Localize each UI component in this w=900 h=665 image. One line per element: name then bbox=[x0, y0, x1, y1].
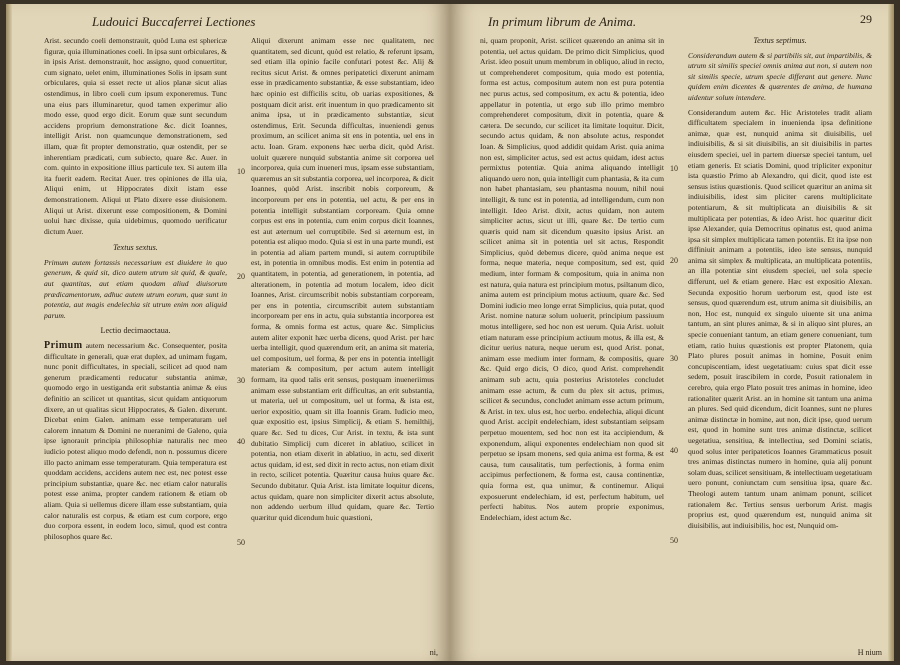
right-line-number-20: 20 bbox=[670, 256, 678, 265]
dropcap-primum: Primum bbox=[44, 340, 83, 352]
right-line-number-50: 50 bbox=[670, 536, 678, 545]
lectio-heading: Lectio decimaoctaua. bbox=[100, 326, 171, 336]
page-edge-left bbox=[6, 4, 12, 661]
right-col2-paragraph: Considerandum autem &c. Hic Aristoteles tradit aliam difficultatem specialem in inuenienda ipsa definitione animæ, quæ est, nunquid anima sit diuisibilis, uel indiuisibilis, & si sit diuisibilis, an sit diuisibilis in partes eiusdem speciei, uel in partem diuersæ speciei tantum, uel etiam generis. Et sciatis Domini, quod tripliciter exponitur ista quæstio Primo ab Alexandro, qui dicit, quod iste est sensus istius quæstionis. Quod scilicet quæritur an anima sit indiuisibilis, idest sim pliciter carens multiplicitate potentiarum, & sit multiplicata an diuisibilis & sit multiplicata per potentias, & ideo Arist. hoc quæritur dicit ipse Alexander, quia Democritus opinatus est, quod anima ipsa sit simplex multiplicata tamen potentiis. Et ita ipse non diffiniuit animam a potentiis, ideo iste sensus, nunquid anima sit simplex & multiplicata, an multiplicata potentiis, an illa potentiæ sint eiusdem speciei, uel sola specie differunt, uel & etiam genere. Hæc est expositio Alexan. Secunda expositio horum uerborum est, quod iste est sensus, quod quærendum est, utrum anima sit diuisibilis, an non, Hoc est, nunquid ex singulo uiuente sit una anima tantum, an sint plures animæ, & si in aliquo sint plures, an specie conueniant tantum, an etiam genere conueniant, tum etiam, ratio huius quæstionis est propter Platonem, quia Plato plures posuit animas in homine, Posuit enim concupiscentiam, idest uegetatiuam: cuius spat dicit esse sedem, posuit irascibilem in corde, Posuit rationalem in cerebro, quia ergo Plato posuit tres animas in homine, ideo rationaliter quærit Arist. an in homine sit tantum una anima an plures. Sed quid dicendum, dicit Ioannes, sunt ne plures animæ distinctæ in homine, aut non, dicit ipse, quod uerum est, quod in homine sunt tres animæ distinctæ, scilicet uegetatiua, sensitiua, & intellectiua, sed Domini sciatis, quod solus inter peripateticos Ioannes Grammaticus posuit tres animas distinctas numero in homine, quia alij ponunt solam duas, scilicet sensitiuam, & intellectiuam uegetatiuam uero ponunt, coniunctam cum sensitiua ipsa, quare &c. Theologi autem tantum unam animam ponunt, scilicet rationalem &c. Tertius sensus uerborum Arist. magis proprius est, quod quærendum est, nunquid anima sit diuisibilis, aut indiuisibilis, hoc est, Nunquid om- bbox=[688, 107, 872, 530]
right-running-title: In primum librum de Anima. bbox=[488, 14, 637, 29]
left-column-1 bbox=[44, 36, 227, 656]
left-col1-paragraph-b-text: autem necessarium &c. Consequenter, posita difficultate in generali, quæ erat duplex, ad unimam fugam, nunc ponit difficultates, in speciali, scilicet ad quod nam generum prædicamenti reducatur substantia animæ, quomodo ergo in uestiganda erit substantia animæ & eius definitio an scilicet ut quantitas, sicut quidam antiquorum dixere, an ut qualitas sicut Hippocrates, & Galen. dixerunt. Dicebat enim Galen. animam esse temperaturam uel calorem innatum & Domini ne nueranimi de Galeno, quia ipse ignorauit principia philosophiæ naturalis nec meo iudicio potest aliquo modo defendi, non n. possumus dicere illo pacto animam esse temperaturam. Quia temperatura est quoddam accidens, accidens autem nec est, nec potest esse principium substantiæ, quare &c. nec etiam calor naturalis potest esse anima, propter candem rationem & etiam ob aliam. Quia si uellemus dicere illam esse substantiam, quia calor naturalis est corpus, & etiam est cum corpore, ergo duo corpora essent, in eodem loco, simul, quod est contra philosophos quare &c. bbox=[44, 341, 227, 541]
right-column-1 bbox=[480, 36, 678, 656]
text-sextus-quote: Primum autem fortassis necessarium est diuidere in quo generum, & quid sit, dico autem utrum sit quid, & quale, aut quantitas, aut etiam quodam aliud diuisorum prædicamentorum, adhuc autem utrum eorum, quæ sunt in potentia, aut magis endelechia sit utrum enim non aliquid parum. bbox=[44, 257, 227, 320]
right-line-number-40: 40 bbox=[670, 446, 678, 455]
right-line-number-30: 30 bbox=[670, 354, 678, 363]
line-number-40: 40 bbox=[237, 437, 245, 446]
right-col1-paragraph: ni, quam proponit, Arist. scilicet quærendo an anima sit in potentia, uel actus quidam. De primo dicit Simplicius, quod Arist. ideo posuit unum membrum in obliquo, aliud in recto, ut comprehenderet compositum, quia modo est potentia, forma est actus, compositum autem non est pura potentia nec purus actus, sed compositum, ex actu & potentia, ideo appellatur in potentia, ut ergo sub illo primo membro comprehenderet compositum, dixit in potentia, quare & cætera. De secundo, cur scilicet ita limitate loquitur. Dicit, secundo actus quidam, & non absolute actus, respondet Ioan. & Simplicius, quod addidit quidam Arist. quia anima non est, simpliciter actus, sed est actus quidam, idest actus permixtus potentiæ. Quia anima aliquando intelligit aliquando uero non, quia intelligit cum phantasia, & ita cum non habet phantasiam, seu phantasma nouum, nihil noui intelligit, & tunc est in potentia, ad intelligendum, cum non intelligit. Ideo Arist. dixit, actus quidam, non autem simpliciter actus, sicut ut illi, quare &c. De tertio cum quæris quid nam sit dicendum quæsito ipsius Arist. an scilicet anima sit in potentia uel sit actus, Respondit Simplicius, quòd debemus dicere, quòd anima neque est forma, neque materia, neque compositum, sed est, quid medium, inter formam & compositum, quia in anima non est natura, quia natura est principium motus, psiltanum dico, anima autem est principium motus actiuum, quare &c. Sed Domini iudicio meo longe errat Simplicius, quia putat, quod Arist. nomine naturæ solum uoluerit, principium passiuum motus intelligere, sed hoc non est uerum. Quia Arist. uoluit etiam naturam esse principium actiuum motus, & illa est, & dicitur uerius natura, neque uerum est, quod Arist. ponat, animam esse medium inter formam, & compositis, quare &c. Quid ergo dicis, O dico, quod Arist. comprehendit animam sub actu, quia posterius Aristoteles concludet animam esse actum, & cum du plex sit actus, primus, scilicet & secundus, concludet animam esse actum primum, & Arist. in tex. ulus est, hoc uerbo. endelechia, aliqui dicunt quod Arist. accipit endelechiam, idest substantiam seipsam perpetuo mouentem, sed hoc non est ita accipiendum, & exponendum, aliqui exponentes endelechiam non quod sit perpetuo se ipsam monens, sed quia anima est forma, & est causa, tum causalitatis, tum perfectionis, à forma enim accipimus perfectionem, & forma est, causa continentiæ, quia forma est, qua unimur, & continemur. Aliqui exposuerunt endelechiam, id est, perfectum habitum, uel perfecti habitus. Nos autem proprie exponimus, Endelechiam, idest actum &c. bbox=[480, 36, 664, 522]
right-line-number-10: 10 bbox=[670, 164, 678, 173]
left-running-head bbox=[44, 12, 434, 36]
right-columns bbox=[480, 36, 872, 656]
right-running-head bbox=[480, 12, 872, 36]
text-sextus-heading: Textus sextus. bbox=[113, 243, 158, 253]
left-col2-paragraph: Aliqui dixerunt animam esse nec qualitatem, nec quantitatem, sed dicunt, quòd est relatio, & referunt ipsam, sed etiam illa opinio facile confutari potest &c. Alij & recitus sicut Arist. & omnes peripatetici dixerunt animam esse in prædicamento substantiæ, & esse substantiam, ideo hæc opinio est difficilis scitu, ob uarias expositiones, & postquam dicit arist. erit inuentum in quo prædicamento sit anima ipsa, ut in prædicamento substantiæ, sicut ostendimus, Erit. Secunda difficultas, inueniendi genus proximum, an scilicet anima sit ens in potentia, uel ens in actu. Ioan. Gram. exponens hæc uerba dicit, quòd Arist. uoluit quærere nunquid substantia anime sit corporea uel incorporea, quia cum inueneri mus, ipsam esse substantiam, quæremus an sit substantia corporea, uel incorporea, & dicit Ioannes, quòd Arist. inscribit nobis corporeum, & incorporeum per ens in potentia, uel actu, & per ens in potentia intelligit substantiam corpoream. Quia omne corpus est ens in potentia, cum enim corpus dicit Ioannes, est aut æternum uel corruptibile. Sed si æternum est, in potentia est aliquo modo. Quia si est in una parte mundi, est in potentia ad aliam partem mundi, si autem corruptibile est, in potentia in omnibus modis. Est enim in potentia ad quantitatem, in potentia, ad generationem, in potentia, ad alterationem, in potentia ad motum localem, ideo dicit Ioannes, Arist. circumscribit nobis substantiam corpoream, per ens in potentia, circumscribit autem substantiam incorpoream per ens in actu, quia substantia incorporea est forma, & omnis forma est actus, quare &c. Simplicius autem aliter exponit hæc uerba dicens, quod Arist. per hæc uerba intelligit, quod quærendum erit, an anima sit materia, uel compositum, uel forma, & per ens in potentia intelligit materiam & compositum, per actum autem intelligit formam, ita quod talis erit sensus, postquam inueneriimus animam esse substantiam erit difficultas, an erit substantia, ut materia, uel ut compositum, uel ut forma, & ista est, uerior expositio, quam sit illa Ioannis Gram. Iudicio meo, quæ expositio est, ipsius Simplicij, & etiam S. hemilthij, quare &c. Sed tu dices, Cur Arist. in textu, & ista sunt dubitatio Simplicij cum diceret in ablatiuo, scilicet in potentia, non etiam dixerit in ablatiuo, in actu, sed dixerit actus quidam, id est, sed dixit in recto actus, non etiam dixit in recto, scilicet potentia. Quæritur causa huius quare &c. Secundo dubitatur. Quia Arist. ista limitate loquitur dicens, actus quidam, quare non simpliciter dixerit actus absolute, non addendo uerbum illud quidam, quare &c. Tertio quæritur quid dicendum huic quæstioni, bbox=[251, 36, 434, 522]
book-spread bbox=[6, 4, 894, 661]
right-catchword: H nium bbox=[857, 648, 882, 657]
text-septimus-heading: Textus septimus. bbox=[753, 36, 807, 45]
left-catchword: ni, bbox=[429, 648, 438, 657]
left-col1-paragraph-b bbox=[44, 341, 227, 542]
line-number-30: 30 bbox=[237, 376, 245, 385]
left-page bbox=[6, 4, 450, 661]
page-number: 29 bbox=[860, 12, 872, 26]
line-number-20: 20 bbox=[237, 272, 245, 281]
left-columns bbox=[44, 36, 434, 656]
line-number-10: 10 bbox=[237, 167, 245, 176]
left-running-title: Ludouici Buccaferrei Lectiones bbox=[92, 14, 256, 29]
left-column-2 bbox=[237, 36, 434, 656]
line-number-50: 50 bbox=[237, 538, 245, 547]
left-col1-paragraph-a: Arist. secundo coeli demonstrauit, quòd Luna est sphericæ figuræ, quia illuminationes coeli. In ipsa sunt orbiculares, & in ipsis Arist. demonstrauit, hoc assigno, quod conuertitur, cum signato, uelet enim, illuminationes Solis in ipsam sunt orbiculares, quia si esset recte ut alios planæ sicut alias ostendimus, in libro coeli cum ipsum exponeremus. Tunc una eius pars illuminaretur, quod tamen experimur alio modo esse, quod ergo dicit. Eorum quæ sunt secundum accidens proprium demonstratione &c. dicit Ioannes, intelligit Arist. non quamcunque demonstrationem, sed illam, quæ fit propter demonstratio, quæ ostendit, per se inherentiam prædicati, cum subiecto, quare &c. Auer. in com. quinto in expositione illius particule tex. Si autem illa ita fuerit eadem. Recitat Auer. tres opiniones de illa uia, Aliqui enim, ut Hippocrates dixit istam esse demonstrationem. Aliqui ut Plato dixere esse diuisionem. Aliqui ut Arist. dixerunt esse compositionem, & Domini uolui hæc dixisse, quia uidebimus, quomodo uerificatur dictum Auer. bbox=[44, 36, 227, 236]
page-edge-right bbox=[888, 4, 894, 661]
text-septimus-quote: Considerandum autem & si partibilis sit, aut impartibilis, & utrum sit similis speciei omnis anima aut non, si autem non sit similis specie, utrum specie differant aut genere. Nunc quidem enim dicentes & quærentes de anima, de humana uidentur solum intendere. bbox=[688, 50, 872, 102]
right-page bbox=[450, 4, 894, 661]
right-column-2 bbox=[688, 36, 872, 656]
